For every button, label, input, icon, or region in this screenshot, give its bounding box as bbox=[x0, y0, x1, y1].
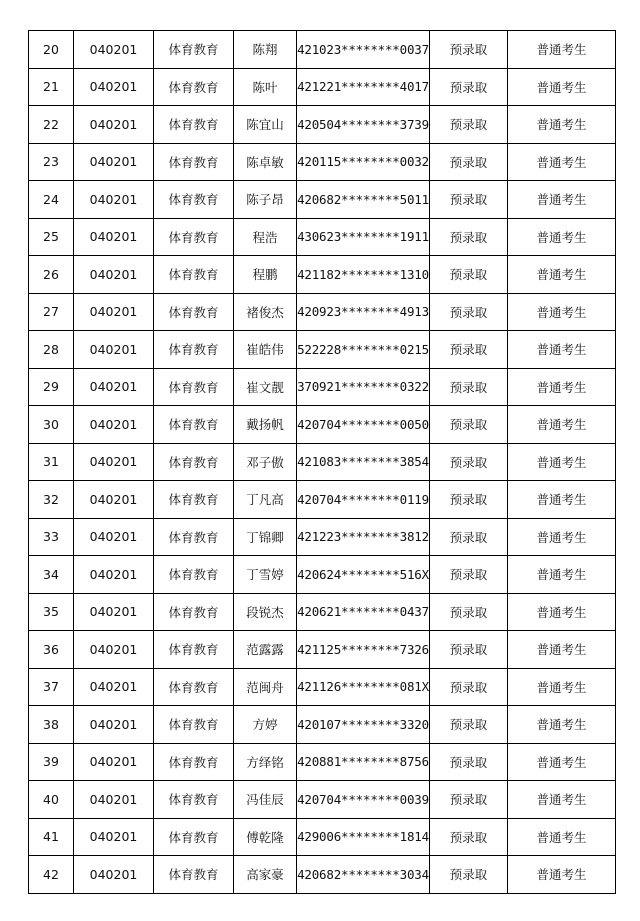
cell-id-number: 421126********081X bbox=[297, 668, 430, 706]
table-row bbox=[29, 368, 616, 406]
table-row bbox=[29, 631, 616, 669]
cell-status: 预录取 bbox=[430, 706, 508, 744]
cell-major-code: 040201 bbox=[74, 368, 154, 406]
cell-major: 体育教育 bbox=[154, 631, 234, 669]
cell-student-type: 普通考生 bbox=[508, 143, 616, 181]
cell-major-code: 040201 bbox=[74, 781, 154, 819]
cell-status: 预录取 bbox=[430, 443, 508, 481]
cell-index: 40 bbox=[29, 781, 74, 819]
cell-index: 22 bbox=[29, 106, 74, 144]
table-row bbox=[29, 143, 616, 181]
cell-major: 体育教育 bbox=[154, 481, 234, 519]
cell-status: 预录取 bbox=[430, 406, 508, 444]
cell-id-number: 421125********7326 bbox=[297, 631, 430, 669]
cell-major: 体育教育 bbox=[154, 593, 234, 631]
cell-major: 体育教育 bbox=[154, 256, 234, 294]
cell-major: 体育教育 bbox=[154, 668, 234, 706]
table-row bbox=[29, 293, 616, 331]
cell-id-number: 421223********3812 bbox=[297, 518, 430, 556]
cell-student-type: 普通考生 bbox=[508, 181, 616, 219]
cell-name: 丁凡高 bbox=[234, 481, 297, 519]
cell-id-number: 421023********0037 bbox=[297, 31, 430, 69]
cell-major-code: 040201 bbox=[74, 256, 154, 294]
cell-student-type: 普通考生 bbox=[508, 406, 616, 444]
admission-list-page bbox=[28, 30, 608, 894]
table-row bbox=[29, 68, 616, 106]
cell-status: 预录取 bbox=[430, 481, 508, 519]
cell-student-type: 普通考生 bbox=[508, 556, 616, 594]
cell-status: 预录取 bbox=[430, 368, 508, 406]
cell-status: 预录取 bbox=[430, 218, 508, 256]
cell-major-code: 040201 bbox=[74, 331, 154, 369]
cell-major: 体育教育 bbox=[154, 106, 234, 144]
cell-major: 体育教育 bbox=[154, 856, 234, 894]
table-row bbox=[29, 856, 616, 894]
cell-status: 预录取 bbox=[430, 256, 508, 294]
cell-name: 方绎铭 bbox=[234, 743, 297, 781]
cell-major-code: 040201 bbox=[74, 818, 154, 856]
cell-student-type: 普通考生 bbox=[508, 368, 616, 406]
cell-major: 体育教育 bbox=[154, 818, 234, 856]
cell-id-number: 420504********3739 bbox=[297, 106, 430, 144]
admission-table-body bbox=[29, 31, 616, 894]
cell-index: 37 bbox=[29, 668, 74, 706]
cell-name: 邓子傲 bbox=[234, 443, 297, 481]
cell-name: 程浩 bbox=[234, 218, 297, 256]
cell-index: 21 bbox=[29, 68, 74, 106]
cell-name: 崔皓伟 bbox=[234, 331, 297, 369]
cell-id-number: 421083********3854 bbox=[297, 443, 430, 481]
cell-index: 30 bbox=[29, 406, 74, 444]
cell-major: 体育教育 bbox=[154, 331, 234, 369]
cell-id-number: 429006********1814 bbox=[297, 818, 430, 856]
table-row bbox=[29, 406, 616, 444]
cell-name: 丁雪婷 bbox=[234, 556, 297, 594]
cell-id-number: 420881********8756 bbox=[297, 743, 430, 781]
table-row bbox=[29, 593, 616, 631]
cell-student-type: 普通考生 bbox=[508, 106, 616, 144]
cell-index: 33 bbox=[29, 518, 74, 556]
cell-major-code: 040201 bbox=[74, 556, 154, 594]
cell-name: 范闽舟 bbox=[234, 668, 297, 706]
table-row bbox=[29, 256, 616, 294]
table-row bbox=[29, 106, 616, 144]
cell-major: 体育教育 bbox=[154, 293, 234, 331]
cell-id-number: 430623********1911 bbox=[297, 218, 430, 256]
cell-index: 27 bbox=[29, 293, 74, 331]
cell-status: 预录取 bbox=[430, 31, 508, 69]
cell-id-number: 420704********0039 bbox=[297, 781, 430, 819]
cell-status: 预录取 bbox=[430, 593, 508, 631]
cell-index: 24 bbox=[29, 181, 74, 219]
cell-student-type: 普通考生 bbox=[508, 706, 616, 744]
cell-major-code: 040201 bbox=[74, 68, 154, 106]
cell-id-number: 420923********4913 bbox=[297, 293, 430, 331]
cell-name: 丁锦卿 bbox=[234, 518, 297, 556]
cell-status: 预录取 bbox=[430, 293, 508, 331]
cell-name: 段锐杰 bbox=[234, 593, 297, 631]
cell-index: 36 bbox=[29, 631, 74, 669]
cell-id-number: 420624********516X bbox=[297, 556, 430, 594]
cell-status: 预录取 bbox=[430, 106, 508, 144]
cell-major-code: 040201 bbox=[74, 443, 154, 481]
cell-name: 高家豪 bbox=[234, 856, 297, 894]
cell-major-code: 040201 bbox=[74, 406, 154, 444]
cell-major-code: 040201 bbox=[74, 856, 154, 894]
cell-name: 戴扬帆 bbox=[234, 406, 297, 444]
cell-student-type: 普通考生 bbox=[508, 668, 616, 706]
cell-name: 冯佳辰 bbox=[234, 781, 297, 819]
cell-status: 预录取 bbox=[430, 556, 508, 594]
admission-table bbox=[28, 30, 616, 894]
cell-index: 32 bbox=[29, 481, 74, 519]
cell-id-number: 370921********0322 bbox=[297, 368, 430, 406]
cell-major: 体育教育 bbox=[154, 368, 234, 406]
cell-id-number: 420704********0119 bbox=[297, 481, 430, 519]
cell-id-number: 420704********0050 bbox=[297, 406, 430, 444]
cell-major-code: 040201 bbox=[74, 631, 154, 669]
cell-name: 傅乾隆 bbox=[234, 818, 297, 856]
cell-name: 陈卓敏 bbox=[234, 143, 297, 181]
cell-status: 预录取 bbox=[430, 856, 508, 894]
cell-major: 体育教育 bbox=[154, 143, 234, 181]
cell-index: 29 bbox=[29, 368, 74, 406]
cell-student-type: 普通考生 bbox=[508, 68, 616, 106]
cell-status: 预录取 bbox=[430, 68, 508, 106]
cell-status: 预录取 bbox=[430, 331, 508, 369]
cell-id-number: 420115********0032 bbox=[297, 143, 430, 181]
cell-status: 预录取 bbox=[430, 143, 508, 181]
cell-major: 体育教育 bbox=[154, 556, 234, 594]
cell-status: 预录取 bbox=[430, 743, 508, 781]
cell-name: 范露露 bbox=[234, 631, 297, 669]
cell-status: 预录取 bbox=[430, 668, 508, 706]
cell-id-number: 420107********3320 bbox=[297, 706, 430, 744]
cell-student-type: 普通考生 bbox=[508, 293, 616, 331]
cell-major-code: 040201 bbox=[74, 518, 154, 556]
cell-student-type: 普通考生 bbox=[508, 331, 616, 369]
cell-name: 崔文靓 bbox=[234, 368, 297, 406]
cell-id-number: 522228********0215 bbox=[297, 331, 430, 369]
table-row bbox=[29, 743, 616, 781]
cell-index: 31 bbox=[29, 443, 74, 481]
cell-index: 38 bbox=[29, 706, 74, 744]
cell-student-type: 普通考生 bbox=[508, 256, 616, 294]
cell-major: 体育教育 bbox=[154, 181, 234, 219]
cell-id-number: 420682********3034 bbox=[297, 856, 430, 894]
cell-major: 体育教育 bbox=[154, 406, 234, 444]
table-row bbox=[29, 781, 616, 819]
cell-major-code: 040201 bbox=[74, 706, 154, 744]
cell-major: 体育教育 bbox=[154, 743, 234, 781]
cell-index: 28 bbox=[29, 331, 74, 369]
cell-id-number: 420682********5011 bbox=[297, 181, 430, 219]
table-row bbox=[29, 668, 616, 706]
cell-index: 42 bbox=[29, 856, 74, 894]
cell-major-code: 040201 bbox=[74, 218, 154, 256]
table-row bbox=[29, 818, 616, 856]
cell-student-type: 普通考生 bbox=[508, 818, 616, 856]
cell-major: 体育教育 bbox=[154, 218, 234, 256]
cell-index: 26 bbox=[29, 256, 74, 294]
table-row bbox=[29, 481, 616, 519]
cell-index: 20 bbox=[29, 31, 74, 69]
cell-student-type: 普通考生 bbox=[508, 31, 616, 69]
cell-id-number: 421221********4017 bbox=[297, 68, 430, 106]
cell-student-type: 普通考生 bbox=[508, 218, 616, 256]
cell-index: 23 bbox=[29, 143, 74, 181]
cell-name: 陈翔 bbox=[234, 31, 297, 69]
cell-index: 25 bbox=[29, 218, 74, 256]
cell-status: 预录取 bbox=[430, 818, 508, 856]
table-row bbox=[29, 443, 616, 481]
cell-major-code: 040201 bbox=[74, 31, 154, 69]
cell-name: 陈子昂 bbox=[234, 181, 297, 219]
cell-major-code: 040201 bbox=[74, 106, 154, 144]
cell-index: 39 bbox=[29, 743, 74, 781]
table-row bbox=[29, 706, 616, 744]
cell-major-code: 040201 bbox=[74, 481, 154, 519]
table-row bbox=[29, 181, 616, 219]
cell-student-type: 普通考生 bbox=[508, 518, 616, 556]
cell-student-type: 普通考生 bbox=[508, 856, 616, 894]
cell-student-type: 普通考生 bbox=[508, 781, 616, 819]
cell-status: 预录取 bbox=[430, 518, 508, 556]
cell-major-code: 040201 bbox=[74, 593, 154, 631]
cell-index: 35 bbox=[29, 593, 74, 631]
cell-index: 41 bbox=[29, 818, 74, 856]
cell-major-code: 040201 bbox=[74, 668, 154, 706]
cell-major: 体育教育 bbox=[154, 518, 234, 556]
cell-major-code: 040201 bbox=[74, 743, 154, 781]
cell-student-type: 普通考生 bbox=[508, 631, 616, 669]
cell-major: 体育教育 bbox=[154, 781, 234, 819]
cell-student-type: 普通考生 bbox=[508, 481, 616, 519]
cell-major: 体育教育 bbox=[154, 706, 234, 744]
cell-id-number: 420621********0437 bbox=[297, 593, 430, 631]
cell-status: 预录取 bbox=[430, 631, 508, 669]
cell-major: 体育教育 bbox=[154, 31, 234, 69]
cell-student-type: 普通考生 bbox=[508, 743, 616, 781]
cell-index: 34 bbox=[29, 556, 74, 594]
cell-major-code: 040201 bbox=[74, 293, 154, 331]
cell-id-number: 421182********1310 bbox=[297, 256, 430, 294]
cell-name: 方婷 bbox=[234, 706, 297, 744]
cell-status: 预录取 bbox=[430, 781, 508, 819]
cell-major: 体育教育 bbox=[154, 68, 234, 106]
table-row bbox=[29, 218, 616, 256]
table-row bbox=[29, 31, 616, 69]
cell-major-code: 040201 bbox=[74, 143, 154, 181]
cell-status: 预录取 bbox=[430, 181, 508, 219]
cell-name: 陈叶 bbox=[234, 68, 297, 106]
cell-student-type: 普通考生 bbox=[508, 593, 616, 631]
cell-major-code: 040201 bbox=[74, 181, 154, 219]
table-row bbox=[29, 331, 616, 369]
cell-name: 褚俊杰 bbox=[234, 293, 297, 331]
table-row bbox=[29, 518, 616, 556]
cell-major: 体育教育 bbox=[154, 443, 234, 481]
cell-name: 陈宜山 bbox=[234, 106, 297, 144]
table-row bbox=[29, 556, 616, 594]
cell-name: 程鹏 bbox=[234, 256, 297, 294]
cell-student-type: 普通考生 bbox=[508, 443, 616, 481]
